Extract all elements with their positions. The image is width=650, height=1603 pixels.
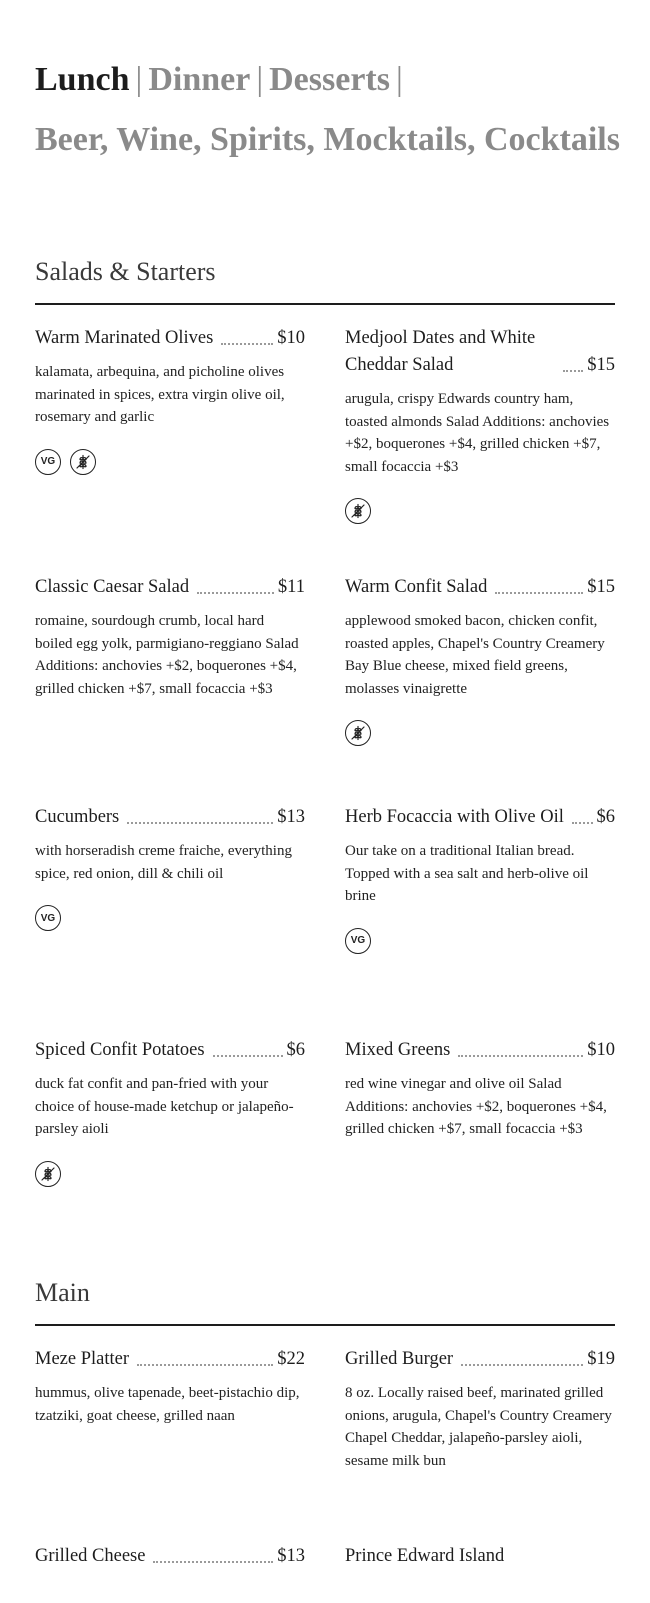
gluten-free-icon [345,720,371,746]
menu-item [35,574,305,804]
item-price: $11 [277,577,305,597]
nav-separator: | [256,61,264,98]
item-price: $22 [277,1349,305,1369]
vegan-icon: VG [345,928,371,954]
menu-item [35,1037,305,1197]
nav-desserts-link[interactable]: Desserts [269,61,390,98]
gluten-free-icon [35,1161,61,1187]
item-header [35,1543,305,1570]
item-description: Our take on a traditional Italian bread. Topped with a sea salt and herb-olive oil brine [345,843,589,904]
nav-lunch-current[interactable]: Lunch [35,61,130,98]
menu-item [345,1346,615,1543]
section-title: Salads & Starters [35,257,615,305]
item-header [35,325,305,352]
item-name: Grilled Cheese [35,1546,146,1566]
item-header [35,1346,305,1373]
item-name: Classic Caesar Salad [35,577,190,597]
item-description: with horseradish creme fraiche, everything spice, red onion, dill & chili oil [35,843,292,882]
item-name: Herb Focaccia with Olive Oil [345,807,564,827]
item-header [345,1543,615,1570]
nav-separator: | [135,61,143,98]
section-title: Main [35,1278,615,1326]
menu-item [345,325,615,574]
menu-item-grid [35,305,615,1197]
dot-leader [213,1055,283,1057]
item-header [345,804,615,831]
item-name: Medjool Dates and White Cheddar Salad [345,328,536,375]
item-price: $15 [587,355,615,375]
item-description: red wine vinegar and olive oil Salad Additions: anchovies +$2, boquerones +$4, grilled chicken +$7, small focaccia +$3 [345,1076,607,1137]
dietary-icons [345,498,615,524]
dietary-icons [35,905,305,931]
dot-leader [127,822,273,824]
section-salads-starters [35,257,615,1197]
item-price: $6 [286,1040,305,1060]
dot-leader [153,1561,273,1563]
dietary-icons [35,1161,305,1187]
dot-leader [563,370,583,372]
item-header [345,574,615,601]
item-header [35,1037,305,1064]
menu-item [35,1346,305,1543]
dot-leader [458,1055,583,1057]
dietary-icons [35,449,305,475]
vegan-icon: VG [35,905,61,931]
dietary-icons [345,720,615,746]
nav-drinks-link[interactable]: Beer, Wine, Spirits, Mocktails, Cocktails [35,121,620,158]
item-price: $10 [277,328,305,348]
item-price: $13 [277,1546,305,1566]
item-header [345,325,615,379]
item-header [345,1346,615,1373]
nav-line-1 [35,50,615,110]
item-name: Warm Confit Salad [345,577,488,597]
section-main [35,1278,615,1603]
nav-dinner-link[interactable]: Dinner [148,61,251,98]
item-description: kalamata, arbequina, and picholine olives marinated in spices, extra virgin olive oil, rosemary and garlic [35,364,285,425]
item-header [35,804,305,831]
menu-item [35,1543,305,1603]
item-name: Spiced Confit Potatoes [35,1040,205,1060]
item-name: Warm Marinated Olives [35,328,214,348]
gluten-free-icon [70,449,96,475]
menu-item [345,1037,615,1197]
dot-leader [137,1364,273,1366]
menu-item [345,574,615,804]
menu-item [35,804,305,1037]
dot-leader [461,1364,583,1366]
dietary-icons [345,928,615,954]
dot-leader [572,822,593,824]
item-name: Prince Edward Island [345,1546,505,1566]
item-description: hummus, olive tapenade, beet-pistachio dip, tzatziki, goat cheese, grilled naan [35,1385,300,1424]
vegan-icon: VG [35,449,61,475]
nav-separator: | [395,61,403,98]
item-price: $13 [277,807,305,827]
dot-leader [221,343,273,345]
menu-item [345,804,615,1037]
item-header [35,574,305,601]
item-description: duck fat confit and pan-fried with your choice of house-made ketchup or jalapeño-parsley aioli [35,1076,294,1137]
item-price: $19 [587,1349,615,1369]
item-price: $15 [587,577,615,597]
gluten-free-icon [345,498,371,524]
item-name: Cucumbers [35,807,120,827]
item-description: 8 oz. Locally raised beef, marinated grilled onions, arugula, Chapel's Country Creamery Chapel Cheddar, jalapeño-parsley aioli, sesame milk bun [345,1385,612,1469]
item-price: $6 [596,807,615,827]
dot-leader [495,592,583,594]
item-name: Meze Platter [35,1349,129,1369]
item-name: Grilled Burger [345,1349,454,1369]
menu-item [345,1543,615,1603]
menu-nav [35,0,620,170]
item-description: arugula, crispy Edwards country ham, toasted almonds Salad Additions: anchovies +$2, boquerones +$4, grilled chicken +$7, small focaccia +$3 [345,391,610,475]
dot-leader [197,592,274,594]
item-price: $10 [587,1040,615,1060]
item-name: Mixed Greens [345,1040,451,1060]
item-description: applewood smoked bacon, chicken confit, roasted apples, Chapel's Country Creamery Bay Blue cheese, mixed field greens, molasses vinaigrette [345,613,605,697]
nav-line-2 [35,110,620,170]
menu-item [35,325,305,574]
menu-item-grid [35,1326,615,1603]
item-description: romaine, sourdough crumb, local hard boiled egg yolk, parmigiano-reggiano Salad Additions: anchovies +$2, boquerones +$4, grilled chicken +$7, small focaccia +$3 [35,613,299,697]
item-header [345,1037,615,1064]
